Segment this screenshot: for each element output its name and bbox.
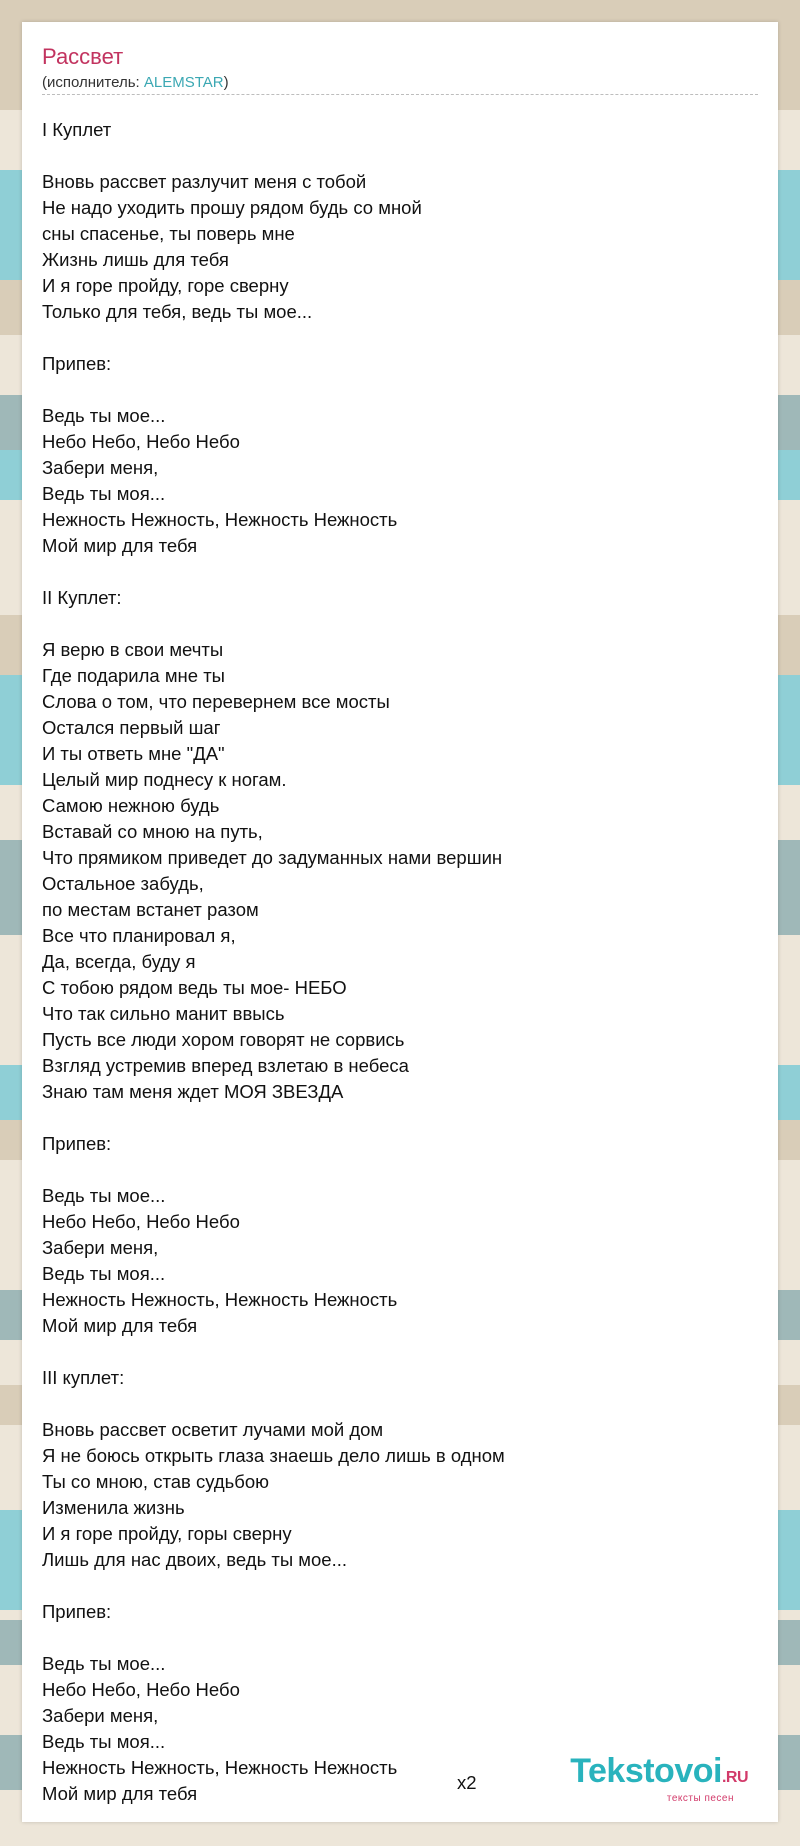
lyric-line: Самою нежною будь xyxy=(42,795,220,816)
site-logo[interactable] xyxy=(570,1754,748,1804)
lyric-line: Не надо уходить прошу рядом будь со мной xyxy=(42,197,422,218)
lyric-line: Небо Небо, Небо Небо xyxy=(42,1211,240,1232)
lyric-line: Лишь для нас двоих, ведь ты мое... xyxy=(42,1549,348,1570)
lyric-line: И я горе пройду, горы сверну xyxy=(42,1523,292,1544)
lyric-line: Небо Небо, Небо Небо xyxy=(42,1679,240,1700)
lyric-line: Ведь ты мое... xyxy=(42,405,166,426)
lyric-line: Забери меня, xyxy=(42,457,159,478)
lyric-line: Мой мир для тебя xyxy=(42,1783,198,1804)
performer-suffix: ) xyxy=(223,74,229,91)
lyric-line: Жизнь лишь для тебя xyxy=(42,249,229,270)
lyric-line: Припев: xyxy=(42,1601,112,1622)
lyric-line: Все что планировал я, xyxy=(42,925,236,946)
lyric-line: Ведь ты моя... xyxy=(42,483,166,504)
lyrics-text xyxy=(42,117,742,1807)
repeat-mark: x2 xyxy=(457,1772,477,1793)
performer-line xyxy=(42,74,229,91)
blank-line xyxy=(42,1391,742,1417)
lyric-line: Ты со мною, став судьбою xyxy=(42,1471,270,1492)
lyric-line: Изменила жизнь xyxy=(42,1497,185,1518)
blank-line xyxy=(42,1105,742,1131)
lyric-line: Забери меня, xyxy=(42,1237,159,1258)
blank-line xyxy=(42,1157,742,1183)
lyric-line: Остальное забудь, xyxy=(42,873,204,894)
lyric-line: Что прямиком приведет до задуманных нами вершин xyxy=(42,847,503,868)
lyric-line: С тобою рядом ведь ты мое- НЕБО xyxy=(42,977,347,998)
logo-name: Tekstovoi xyxy=(570,1752,722,1790)
lyric-line: Ведь ты мое... xyxy=(42,1653,166,1674)
performer-prefix: (исполнитель: xyxy=(42,74,144,91)
lyric-line: Ведь ты моя... xyxy=(42,1731,166,1752)
lyric-line: И я горе пройду, горе сверну xyxy=(42,275,289,296)
logo-tagline: тексты песен xyxy=(666,1793,734,1804)
blank-line xyxy=(42,611,742,637)
lyric-line: Мой мир для тебя xyxy=(42,1315,198,1336)
lyric-line: Вновь рассвет разлучит меня с тобой xyxy=(42,171,367,192)
song-title: Рассвет xyxy=(42,44,124,69)
lyric-line: Что так сильно манит ввысь xyxy=(42,1003,285,1024)
lyric-line: Где подарила мне ты xyxy=(42,665,225,686)
lyric-line: Небо Небо, Небо Небо xyxy=(42,431,240,452)
lyric-line: Знаю там меня ждет МОЯ ЗВЕЗДА xyxy=(42,1081,344,1102)
lyric-line: Только для тебя, ведь ты мое... xyxy=(42,301,313,322)
lyric-line: Мой мир для тебя xyxy=(42,535,198,556)
blank-line xyxy=(42,559,742,585)
lyric-line: Ведь ты мое... xyxy=(42,1185,166,1206)
lyric-line: Да, всегда, буду я xyxy=(42,951,196,972)
blank-line xyxy=(42,1625,742,1651)
lyric-line: Припев: xyxy=(42,353,112,374)
blank-line xyxy=(42,1573,742,1599)
lyric-line: Нежность Нежность, Нежность Нежность xyxy=(42,1289,398,1310)
lyric-line: II Куплет: xyxy=(42,587,122,608)
lyric-line: Остался первый шаг xyxy=(42,717,221,738)
lyric-line: Припев: xyxy=(42,1133,112,1154)
lyric-line: Ведь ты моя... xyxy=(42,1263,166,1284)
lyric-line: И ты ответь мне "ДА" xyxy=(42,743,225,764)
lyric-line: сны спасенье, ты поверь мне xyxy=(42,223,295,244)
lyric-line: Пусть все люди хором говорят не сорвись xyxy=(42,1029,405,1050)
lyric-line: Целый мир поднесу к ногам. xyxy=(42,769,287,790)
lyric-line: Нежность Нежность, Нежность Нежность xyxy=(42,509,398,530)
blank-line xyxy=(42,325,742,351)
lyric-line: Я верю в свои мечты xyxy=(42,639,224,660)
artist-link[interactable]: ALEMSTAR xyxy=(143,74,224,91)
blank-line xyxy=(42,1339,742,1365)
lyric-line: Забери меня, xyxy=(42,1705,159,1726)
lyric-line: Вставай со мною на путь, xyxy=(42,821,263,842)
lyric-line: Взгляд устремив вперед взлетаю в небеса xyxy=(42,1055,409,1076)
lyric-line: Я не боюсь открыть глаза знаешь дело лишь в одном xyxy=(42,1445,505,1466)
lyrics-card xyxy=(22,22,778,1822)
lyric-line: III куплет: xyxy=(42,1367,125,1388)
blank-line xyxy=(42,143,742,169)
blank-line xyxy=(42,377,742,403)
title-divider xyxy=(42,94,758,95)
lyric-line: по местам встанет разом xyxy=(42,899,259,920)
lyric-line: Слова о том, что перевернем все мосты xyxy=(42,691,390,712)
lyric-line: Вновь рассвет осветит лучами мой дом xyxy=(42,1419,384,1440)
lyric-line: I Куплет xyxy=(42,119,112,140)
lyric-line: Нежность Нежность, Нежность Нежность xyxy=(42,1757,398,1778)
logo-tld: .RU xyxy=(721,1769,748,1786)
